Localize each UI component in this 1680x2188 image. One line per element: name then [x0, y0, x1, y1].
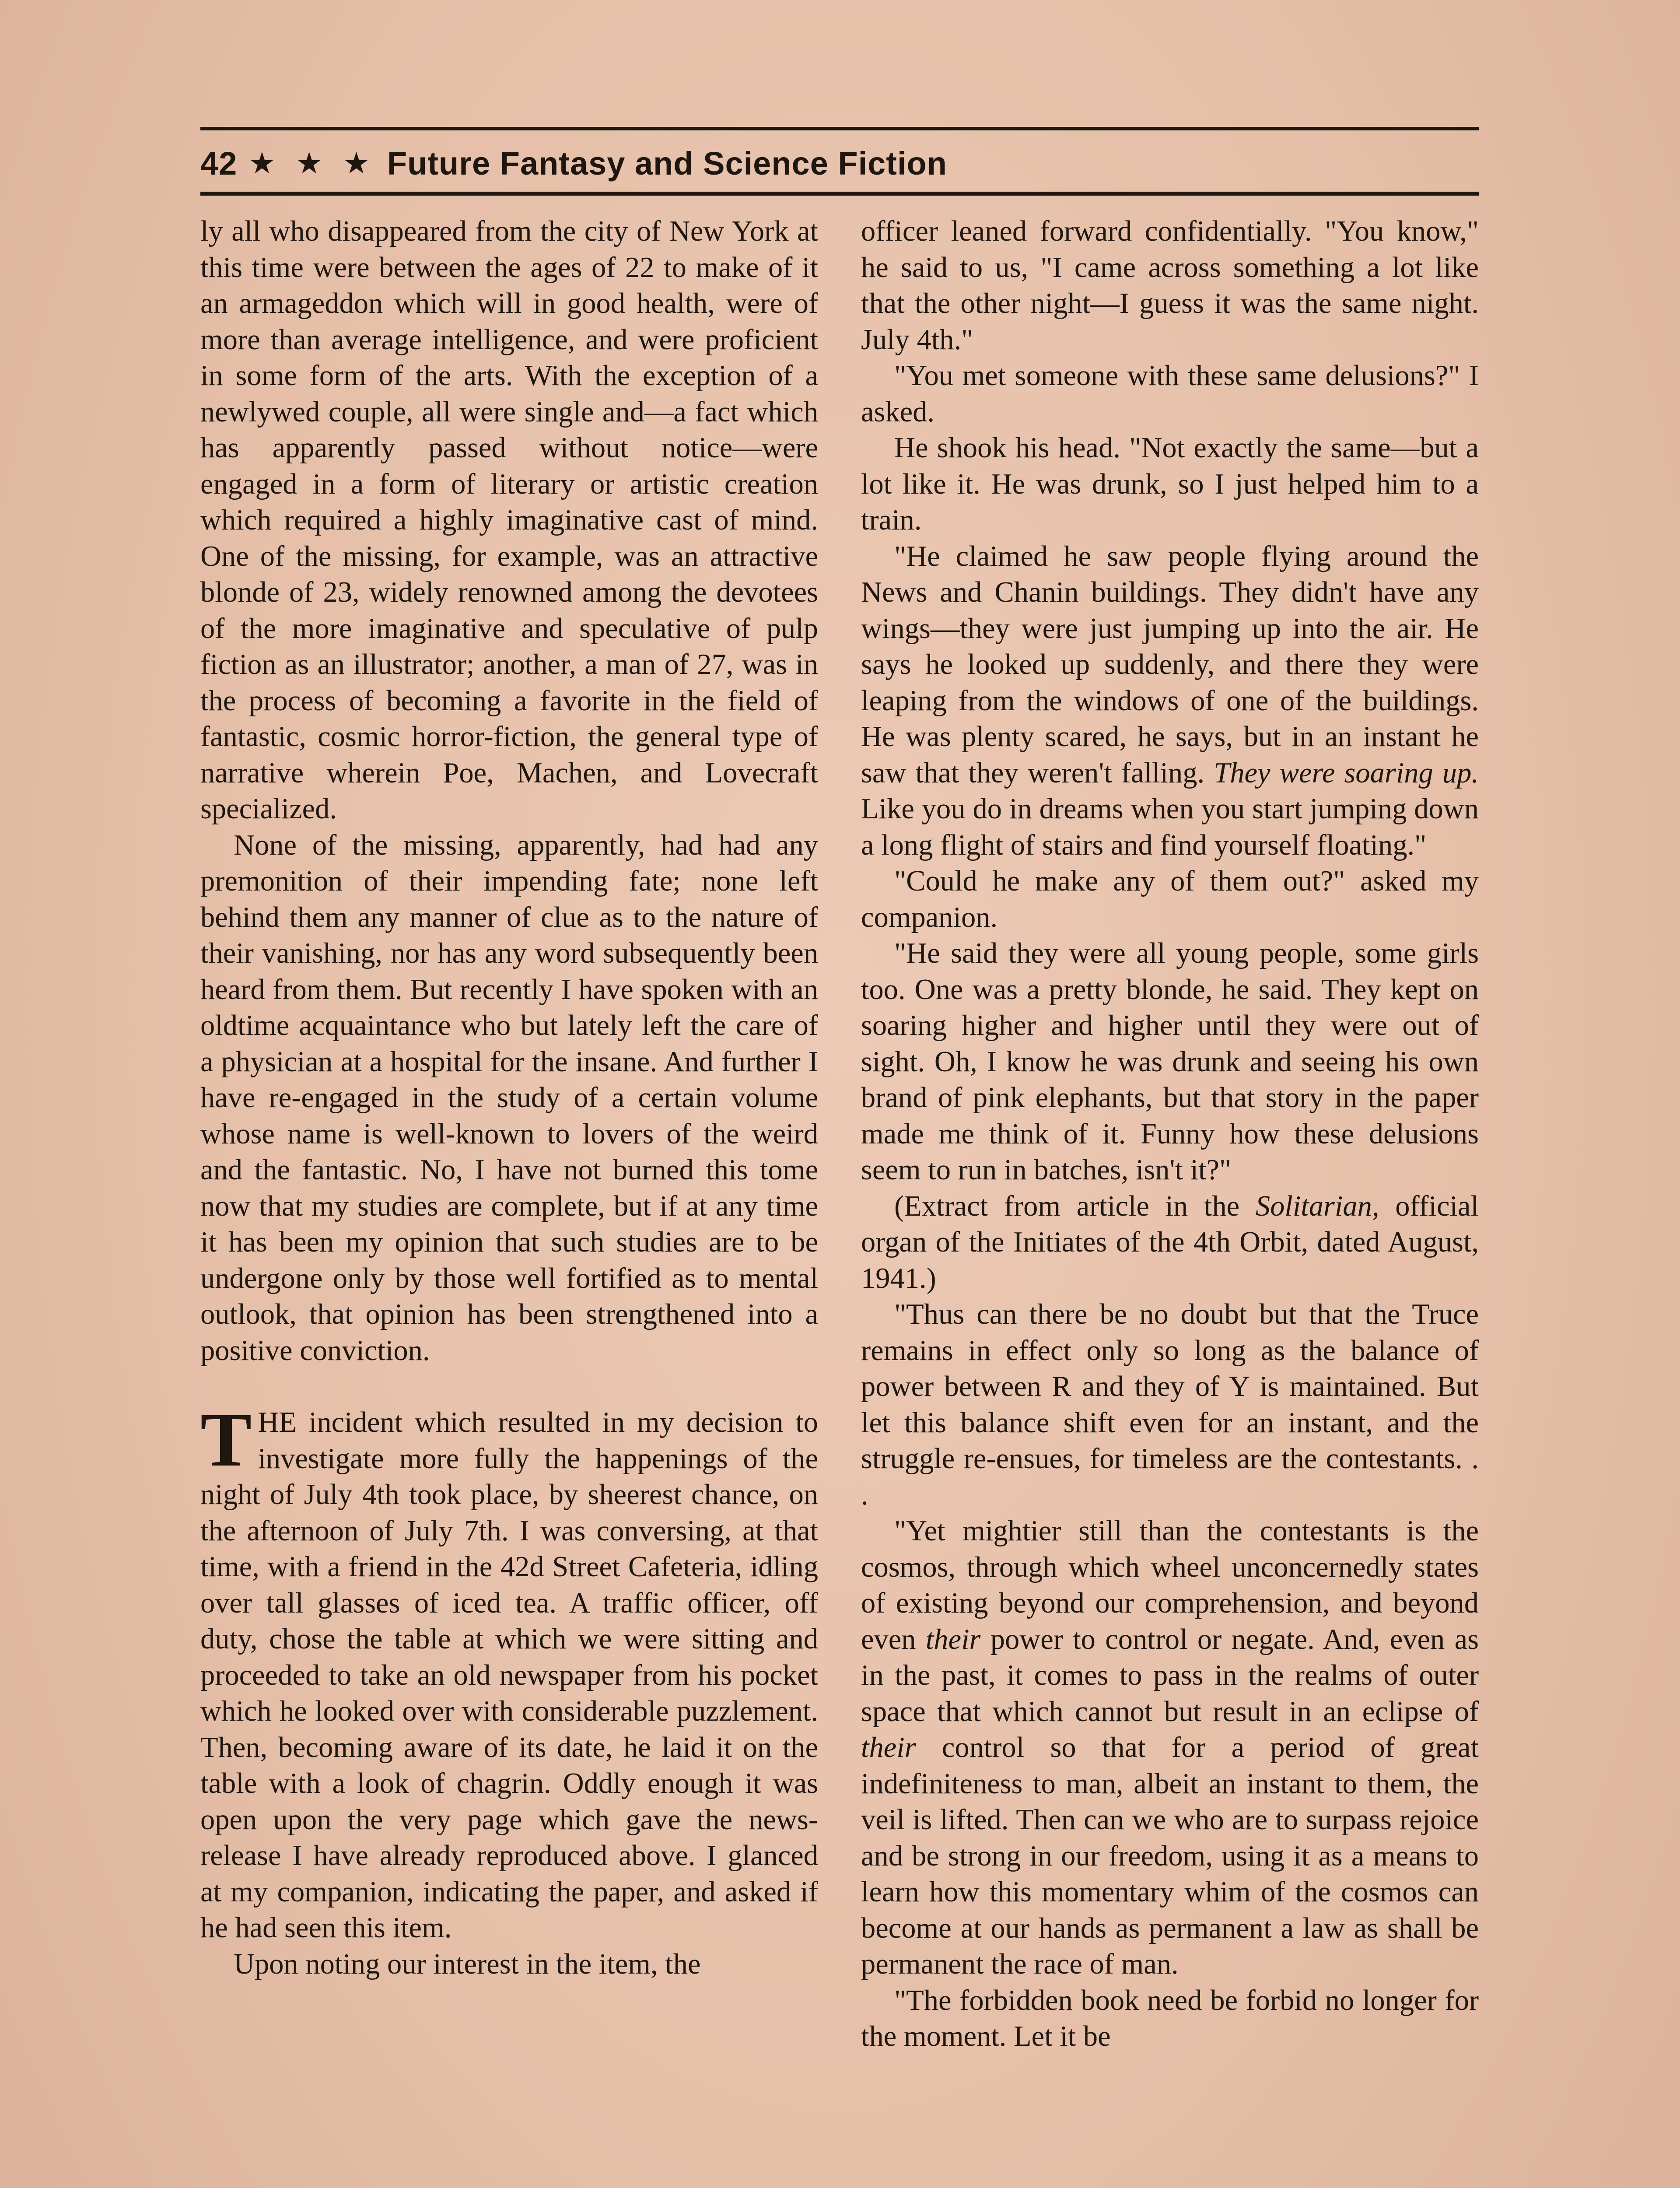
- paragraph: "The forbidden book need be forbid no longer for the moment. Let it be: [861, 1984, 1479, 2052]
- header-rule-bottom: [200, 192, 1479, 196]
- header-rule-top: [200, 127, 1479, 130]
- paragraph-text: HE incident which resulted in my decision to investigate more fully the happenings of the night of July 4th took place, by sheerest chance, on the afternoon of July 7th. I was conversing, at that time, with a friend in the 42d Street Cafeteria, idling over tall glasses of iced tea. A traffic officer, off duty, chose the table at which we were sitting and proceeded to take an old newspaper from his pocket which he looked over with considerable puzzlement. Then, becoming aware of its date, he laid it on the table with a look of chagrin. Oddly enough it was open upon the very page which gave the news-release I have already reproduced above. I glanced at my companion, indicating the paper, and asked if he had seen this item.: [200, 1406, 818, 1944]
- paragraph: "You met someone with these same delusions?" I asked.: [861, 360, 1479, 428]
- italic-text: their: [861, 1732, 916, 1764]
- paragraph-text: Like you do in dreams when you start jumping down a long flight of stairs and find yourself floating.": [861, 793, 1479, 861]
- header-stars: ★ ★ ★: [248, 146, 376, 180]
- left-column: [200, 214, 818, 1982]
- italic-text: their: [925, 1623, 981, 1655]
- paragraph: "Thus can there be no doubt but that the Truce remains in effect only so long as the balance of power between R and they of Y is maintained. But let this balance shift even for an instant, and the struggle re-ensues, for timeless are the contestants. . .: [861, 1298, 1479, 1511]
- paragraph-text: official organ of the Initiates of the 4th Orbit, dated August, 1941.): [861, 1190, 1479, 1294]
- paragraph: "He said they were all young people, some girls too. One was a pretty blonde, he said. They kept on soaring higher and higher until they were out of sight. Oh, I know he was drunk and seeing his own brand of pink elephants, but that story in the paper made me think of it. Funny how these delusions seem to run in batches, isn't it?": [861, 937, 1479, 1186]
- paragraph: [861, 539, 1479, 864]
- paragraph: Upon noting our interest in the item, the: [234, 1948, 701, 1980]
- drop-cap: T: [200, 1397, 252, 1483]
- paragraph: "Could he make any of them out?" asked my companion.: [861, 865, 1479, 933]
- running-header: [200, 139, 1479, 187]
- paragraph-text: "He claimed he saw people flying around the News and Chanin buildings. They didn't have any wings—they were just jumping up into the air. He says he looked up suddenly, and there they were leaping from the windows of one of the buildings. He was plenty scared, he says, but in an instant he saw that they weren't falling.: [861, 540, 1479, 789]
- italic-text: Solitarian,: [1255, 1190, 1379, 1222]
- paragraph-text: "Yet mightier still than the contestants is the cosmos, through which wheel unconcernedly states of existing beyond our comprehension, and beyond even: [861, 1515, 1479, 1655]
- magazine-title: Future Fantasy and Science Fiction: [387, 145, 947, 182]
- right-column: [861, 214, 1479, 2055]
- page-number: 42: [200, 145, 238, 182]
- paragraph: None of the missing, apparently, had had any premonition of their impending fate; none left behind them any manner of clue as to the nature of their vanishing, nor has any word subsequently been heard from them. But recently I have spoken with an oldtime acquaintance who but lately left the care of a physician at a hospital for the insane. And further I have re-engaged in the study of a certain volume whose name is well-known to lovers of the weird and the fantastic. No, I have not burned this tome now that my studies are complete, but if at any time it has been my opinion that such studies are to be undergone only by those well fortified as to mental outlook, that opinion has been strengthened into a positive conviction.: [200, 829, 818, 1367]
- paragraph: He shook his head. "Not exactly the same—but a lot like it. He was drunk, so I just helped him to a train.: [861, 432, 1479, 536]
- italic-text: They were soaring up.: [1214, 757, 1479, 789]
- paragraph: [861, 1513, 1479, 1983]
- paragraph-dropcap: [200, 1397, 818, 1946]
- paragraph: [861, 1189, 1479, 1297]
- paragraph-text: control so that for a period of great indefiniteness to man, albeit an instant to them, the veil is lifted. Then can we who are to surpass rejoice and be strong in our freedom, using it as a means to learn how this momentary whim of the cosmos can become at our hands as permanent a law as shall be permanent the race of man.: [861, 1732, 1479, 1980]
- paragraph-text: (Extract from article in the: [894, 1190, 1256, 1222]
- paragraph-text: power to control or negate. And, even as in the past, it comes to pass in the realms of outer space that which cannot but result in an eclipse of: [861, 1623, 1479, 1728]
- paragraph: ly all who disappeared from the city of New York at this time were between the ages of 22 to make of it an armageddon which will in good health, were of more than average intelligence, and were proficient in some form of the arts. With the exception of a newlywed couple, all were single and—a fact which has apparently passed without notice—were engaged in a form of literary or artistic creation which required a highly imaginative cast of mind. One of the missing, for example, was an attractive blonde of 23, widely renowned among the devotees of the more imaginative and speculative of pulp fiction as an illustrator; another, a man of 27, was in the process of becoming a favorite in the field of fantastic, cosmic horror-fiction, the general type of narrative wherein Poe, Machen, and Lovecraft specialized.: [200, 215, 818, 825]
- paragraph: officer leaned forward confidentially. "You know," he said to us, "I came across something a lot like that the other night—I guess it was the same night. July 4th.": [861, 215, 1479, 356]
